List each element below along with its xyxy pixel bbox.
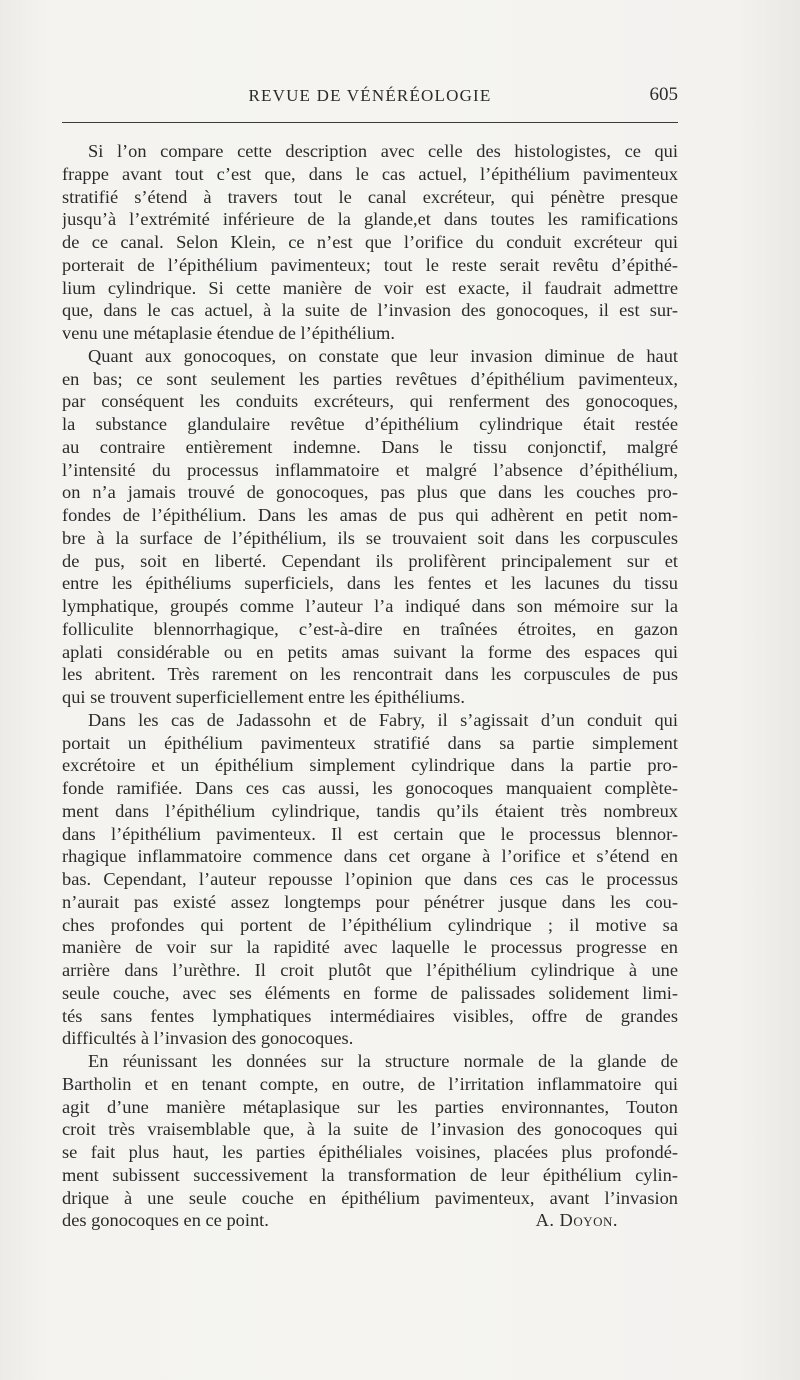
text-line: de pus, soit en liberté. Cependant ils prolifèrent principalement sur et bbox=[62, 550, 678, 571]
text-line: n’aurait pas existé assez longtemps pour pénétrer jusque dans les cou- bbox=[62, 891, 678, 912]
text-line: croit très vraisemblable que, à la suite de l’invasion des gonocoques qui bbox=[62, 1119, 678, 1140]
text-line: ment dans l’épithélium cylindrique, tandis qu’ils étaient très nombreux bbox=[62, 800, 678, 821]
text-line: tés sans fentes lymphatiques intermédiaires visibles, offre de grandes bbox=[62, 1005, 678, 1026]
text-line: par conséquent les conduits excréteurs, qui renferment des gonocoques, bbox=[62, 391, 678, 412]
text-line: porterait de l’épithélium pavimenteux; tout le reste serait revêtu d’épithé- bbox=[62, 254, 678, 275]
page-number: 605 bbox=[649, 84, 678, 105]
author-signature: A. Doyon. bbox=[535, 1210, 618, 1231]
text-line: ches profondes qui portent de l’épithélium cylindrique ; il motive sa bbox=[62, 914, 678, 935]
text-line: agit d’une manière métaplasique sur les parties environnantes, Touton bbox=[62, 1096, 678, 1117]
text-line: Bartholin et en tenant compte, en outre, de l’irritation inflammatoire qui bbox=[62, 1073, 678, 1094]
text-line: entre les épithéliums superficiels, dans les fentes et les lacunes du tissu bbox=[62, 573, 678, 594]
text-line: difficultés à l’invasion des gonocoques. bbox=[62, 1028, 354, 1049]
text-line: au contraire entièrement indemne. Dans le tissu conjonctif, malgré bbox=[62, 436, 678, 457]
text-line: en bas; ce sont seulement les parties revêtues d’épithélium pavimenteux, bbox=[62, 368, 678, 389]
paragraph-4 bbox=[62, 1050, 678, 1232]
text-line: En réunissant les données sur la structure normale de la glande de bbox=[88, 1051, 678, 1071]
header-rule bbox=[62, 122, 678, 123]
text-line: rhagique inflammatoire commence dans cet organe à l’orifice et s’étend en bbox=[62, 846, 678, 867]
closing-line bbox=[62, 1209, 678, 1232]
paragraph-1 bbox=[62, 140, 678, 345]
text-line: bre à la surface de l’épithélium, ils se trouvaient soit dans les corpuscules bbox=[62, 527, 678, 548]
text-line: arrière dans l’urèthre. Il croit plutôt que l’épithélium cylindrique à une bbox=[62, 960, 678, 980]
text-line: la substance glandulaire revêtue d’épithélium cylindrique était restée bbox=[62, 414, 678, 434]
text-line: jusqu’à l’extrémité inférieure de la glande,et dans toutes les ramifications bbox=[62, 209, 678, 230]
text-line: des gonocoques en ce point. bbox=[62, 1210, 269, 1231]
text-line: ment subissent successivement la transformation de leur épithélium cylin- bbox=[62, 1164, 678, 1185]
text-line: folliculite blennorrhagique, c’est-à-dire en traînées étroites, en gazon bbox=[62, 618, 678, 639]
text-line: lium cylindrique. Si cette manière de voir est exacte, il faudrait admettre bbox=[62, 277, 678, 298]
text-line: dans l’épithélium pavimenteux. Il est certain que le processus blennor- bbox=[62, 823, 678, 844]
text-line: les abritent. Très rarement on les rencontrait dans les corpuscules de pus bbox=[62, 664, 678, 685]
text-line: venu une métaplasie étendue de l’épithélium. bbox=[62, 323, 395, 343]
text-line: Si l’on compare cette description avec celle des histologistes, ce qui bbox=[88, 141, 678, 161]
text-line: qui se trouvent superficiellement entre les épithéliums. bbox=[62, 687, 465, 707]
text-line: de ce canal. Selon Klein, ce n’est que l’orifice du conduit excréteur qui bbox=[62, 232, 678, 252]
text-line: manière de voir sur la rapidité avec laquelle le processus progresse en bbox=[62, 937, 678, 958]
text-line: que, dans le cas actuel, à la suite de l’invasion des gonocoques, il est sur- bbox=[62, 300, 678, 321]
article-body bbox=[62, 140, 678, 1232]
text-line: se fait plus haut, les parties épithéliales voisines, placées plus profondé- bbox=[62, 1142, 678, 1162]
paragraph-3 bbox=[62, 709, 678, 1050]
text-line: fondes de l’épithélium. Dans les amas de pus qui adhèrent en petit nom- bbox=[62, 505, 678, 525]
text-line: drique à une seule couche en épithélium pavimenteux, avant l’invasion bbox=[62, 1187, 678, 1208]
text-line: Dans les cas de Jadassohn et de Fabry, il s’agissait d’un conduit qui bbox=[88, 709, 678, 730]
text-line: aplati considérable ou en petits amas suivant la forme des espaces qui bbox=[62, 641, 678, 662]
text-line: lymphatique, groupés comme l’auteur l’a indiqué dans son mémoire sur la bbox=[62, 596, 678, 616]
text-line: Quant aux gonocoques, on constate que leur invasion diminue de haut bbox=[88, 345, 678, 366]
text-line: on n’a jamais trouvé de gonocoques, pas plus que dans les couches pro- bbox=[62, 482, 678, 503]
text-line: frappe avant tout c’est que, dans le cas actuel, l’épithélium pavimenteux bbox=[62, 163, 678, 184]
text-line: fonde ramifiée. Dans ces cas aussi, les gonocoques manquaient complète- bbox=[62, 778, 678, 798]
text-line: bas. Cependant, l’auteur repousse l’opinion que dans ces cas le processus bbox=[62, 869, 678, 889]
page-header bbox=[62, 84, 678, 114]
text-line: l’intensité du processus inflammatoire et malgré l’absence d’épithélium, bbox=[62, 459, 678, 480]
text-line: stratifié s’étend à travers tout le canal excréteur, qui pénètre presque bbox=[62, 186, 678, 207]
paragraph-2 bbox=[62, 345, 678, 709]
running-title: REVUE DE VÉNÉRÉOLOGIE bbox=[248, 86, 492, 105]
text-line: portait un épithélium pavimenteux stratifié dans sa partie simplement bbox=[62, 732, 678, 753]
text-line: excrétoire et un épithélium simplement cylindrique dans la partie pro- bbox=[62, 755, 678, 776]
text-line: seule couche, avec ses éléments en forme de palissades solidement limi- bbox=[62, 982, 678, 1003]
